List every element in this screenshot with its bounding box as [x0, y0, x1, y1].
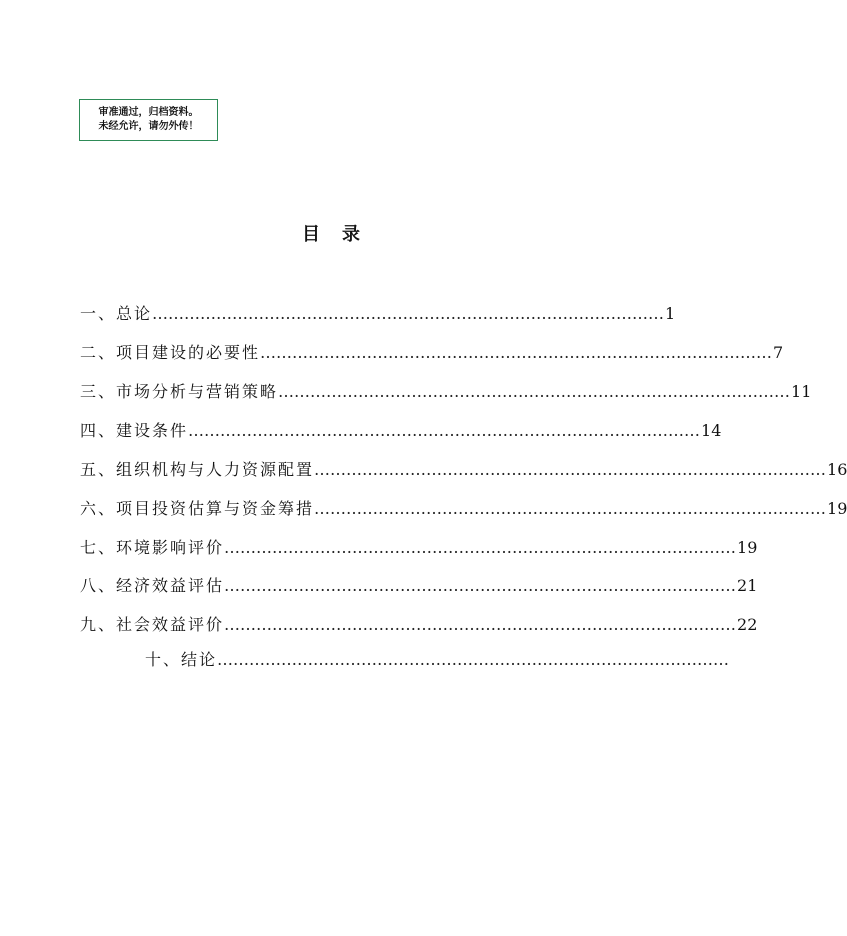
toc-item-label: 十、结论 [145, 650, 218, 669]
toc-dot-leader: …………………………………………………………………………………… [314, 499, 827, 518]
toc-item-page: 1 [665, 304, 676, 323]
toc-item-6[interactable] [80, 496, 847, 520]
toc-item-page: 19 [737, 538, 758, 557]
toc-item-9[interactable] [80, 612, 758, 636]
toc-item-3[interactable] [80, 379, 812, 403]
toc-dot-leader: …………………………………………………………………………………… [152, 304, 665, 323]
toc-item-7[interactable] [80, 535, 758, 559]
toc-dot-leader: …………………………………………………………………………………… [278, 382, 791, 401]
toc-item-label: 六、项目投资估算与资金筹措 [80, 499, 315, 518]
toc-item-page: 22 [737, 615, 758, 634]
toc-item-label: 三、市场分析与营销策略 [80, 382, 279, 401]
toc-dot-leader: …………………………………………………………………………………… [224, 615, 737, 634]
toc-item-page: 7 [773, 343, 784, 362]
toc-item-2[interactable] [80, 340, 784, 364]
toc-dot-leader: …………………………………………………………………………………… [217, 650, 730, 669]
toc-item-label: 五、组织机构与人力资源配置 [80, 460, 315, 479]
toc-item-label: 二、项目建设的必要性 [80, 343, 261, 362]
toc-item-label: 八、经济效益评估 [80, 576, 225, 595]
toc-item-5[interactable] [80, 457, 847, 481]
toc-item-8[interactable] [80, 573, 758, 597]
toc-item-10[interactable] [145, 647, 730, 671]
toc-item-page: 16 [827, 460, 847, 479]
stamp-line-2: 未经允许，请勿外传！ [98, 121, 199, 132]
toc-item-4[interactable] [80, 418, 722, 442]
toc-item-label: 四、建设条件 [80, 421, 189, 440]
stamp-line-1: 审准通过，归档资料。 [98, 107, 199, 118]
toc-dot-leader: …………………………………………………………………………………… [314, 460, 827, 479]
toc-item-1[interactable] [80, 301, 676, 325]
toc-dot-leader: …………………………………………………………………………………… [224, 538, 737, 557]
toc-item-page: 11 [791, 382, 812, 401]
toc-dot-leader: …………………………………………………………………………………… [260, 343, 773, 362]
toc-item-label: 九、社会效益评价 [80, 615, 225, 634]
approval-stamp [79, 99, 218, 141]
page-title: 目录 [302, 224, 382, 245]
toc-dot-leader: …………………………………………………………………………………… [224, 576, 737, 595]
toc-item-page: 14 [701, 421, 722, 440]
toc-item-label: 七、环境影响评价 [80, 538, 225, 557]
toc-dot-leader: …………………………………………………………………………………… [188, 421, 701, 440]
toc-item-page: 21 [737, 576, 758, 595]
toc-item-page: 19 [827, 499, 847, 518]
toc-item-label: 一、总论 [80, 304, 153, 323]
